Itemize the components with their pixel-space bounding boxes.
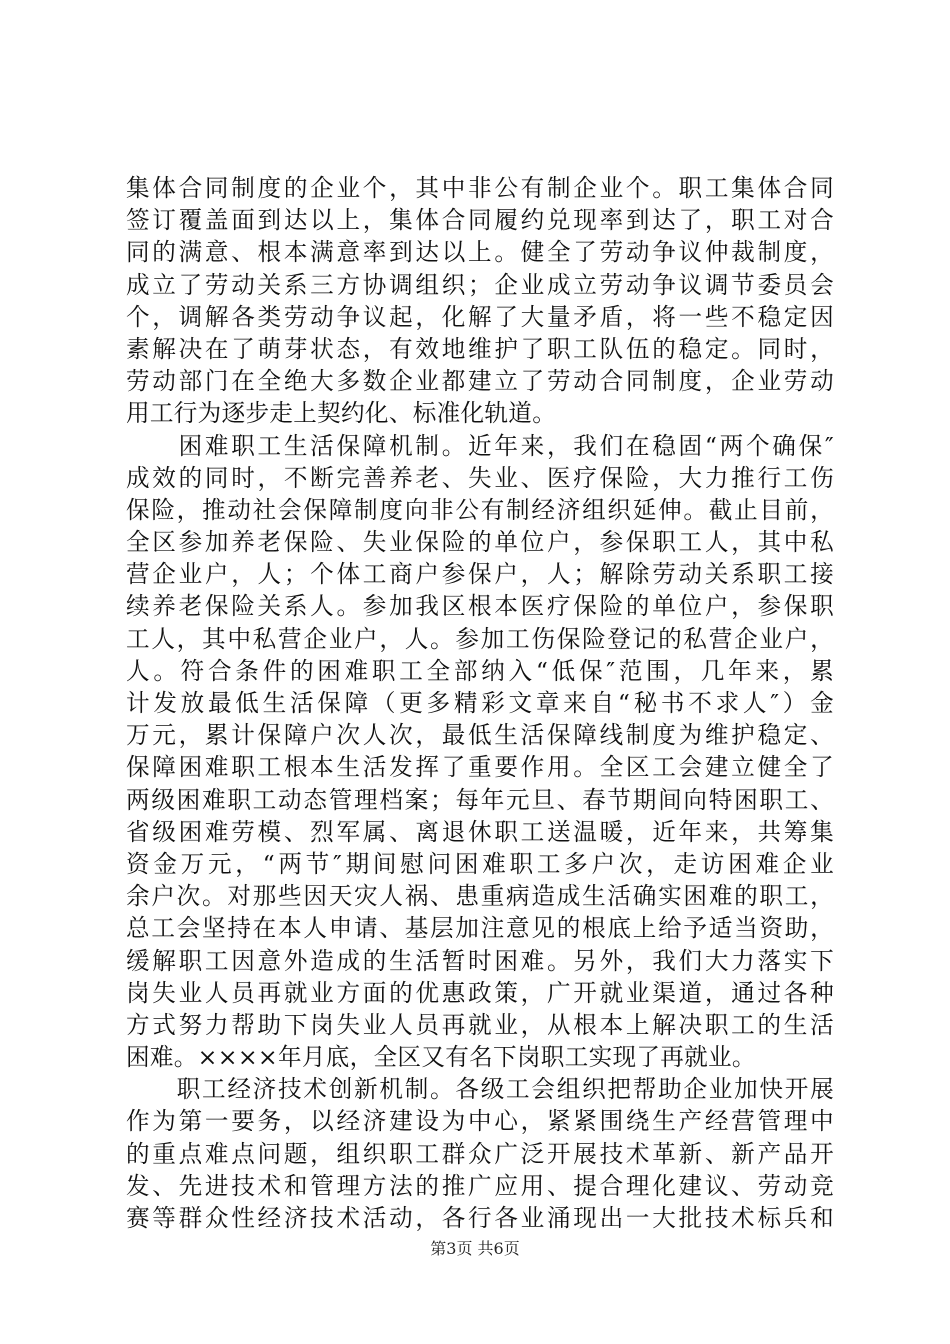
document-body: [126, 172, 834, 1234]
text-line: 两级困难职工动态管理档案；每年元旦、春节期间向特困职工、: [126, 785, 834, 814]
text-line: 职工经济技术创新机制。各级工会组织把帮助企业加快开展: [126, 1075, 834, 1104]
text-line: 发、先进技术和管理方法的推广应用、提合理化建议、劳动竞: [126, 1171, 834, 1200]
text-line: 营企业户，人；个体工商户参保户，人；解除劳动关系职工接: [126, 560, 834, 589]
text-line: 缓解职工因意外造成的生活暂时困难。另外，我们大力落实下: [126, 946, 834, 975]
page-number-footer: 第3页 共6页: [430, 1239, 520, 1258]
text-line: 困难职工生活保障机制。近年来，我们在稳固“两个确保″: [126, 431, 834, 460]
text-line: 省级困难劳模、烈军属、离退休职工送温暖，近年来，共筹集: [126, 817, 834, 846]
text-line: 劳动部门在全绝大多数企业都建立了劳动合同制度，企业劳动: [126, 367, 834, 396]
text-line: 保障困难职工根本生活发挥了重要作用。全区工会建立健全了: [126, 753, 834, 782]
text-line: 方式努力帮助下岗失业人员再就业，从根本上解决职工的生活: [126, 1010, 834, 1039]
text-line: 集体合同制度的企业个，其中非公有制企业个。职工集体合同: [126, 174, 834, 202]
text-line: 困难。××××年月底，全区又有名下岗职工实现了再就业。: [126, 1043, 756, 1072]
text-line: 成效的同时，不断完善养老、失业、医疗保险，大力推行工伤: [126, 463, 834, 492]
text-line: 余户次。对那些因天灾人祸、患重病造成生活确实困难的职工，: [126, 882, 834, 911]
text-line: 用工行为逐步走上契约化、标准化轨道。: [126, 399, 557, 428]
text-line: 计发放最低生活保障（更多精彩文章来自“秘书不求人″）金: [126, 689, 834, 717]
text-line: 个，调解各类劳动争议起，化解了大量矛盾，将一些不稳定因: [126, 302, 834, 331]
text-line: 签订覆盖面到达以上，集体合同履约兑现率到达了，职工对合: [126, 206, 834, 235]
text-line: 资金万元，“两节″期间慰问困难职工多户次，走访困难企业: [126, 849, 834, 878]
text-line: 总工会坚持在本人申请、基层加注意见的根底上给予适当资助，: [126, 914, 834, 943]
text-line: 保险，推动社会保障制度向非公有制经济组织延伸。截止目前，: [126, 495, 834, 524]
text-line: 万元，累计保障户次人次，最低生活保障线制度为维护稳定、: [126, 721, 834, 750]
text-line: 人。符合条件的困难职工全部纳入“低保″范围，几年来，累: [126, 656, 834, 685]
text-line: 的重点难点问题，组织职工群众广泛开展技术革新、新产品开: [126, 1139, 834, 1168]
text-line: 同的满意、根本满意率到达以上。健全了劳动争议仲裁制度，: [126, 238, 834, 267]
text-line: 赛等群众性经济技术活动，各行各业涌现出一大批技术标兵和: [126, 1204, 834, 1232]
text-line: 全区参加养老保险、失业保险的单位户，参保职工人，其中私: [126, 528, 834, 557]
text-line: 岗失业人员再就业方面的优惠政策，广开就业渠道，通过各种: [126, 978, 834, 1007]
text-line: 素解决在了萌芽状态，有效地维护了职工队伍的稳定。同时，: [126, 334, 834, 363]
text-line: 工人，其中私营企业户，人。参加工伤保险登记的私营企业户，: [126, 624, 834, 653]
text-line: 续养老保险关系人。参加我区根本医疗保险的单位户，参保职: [126, 592, 834, 621]
text-line: 成立了劳动关系三方协调组织；企业成立劳动争议调节委员会: [126, 270, 834, 299]
text-line: 作为第一要务，以经济建设为中心，紧紧围绕生产经营管理中: [126, 1107, 834, 1136]
